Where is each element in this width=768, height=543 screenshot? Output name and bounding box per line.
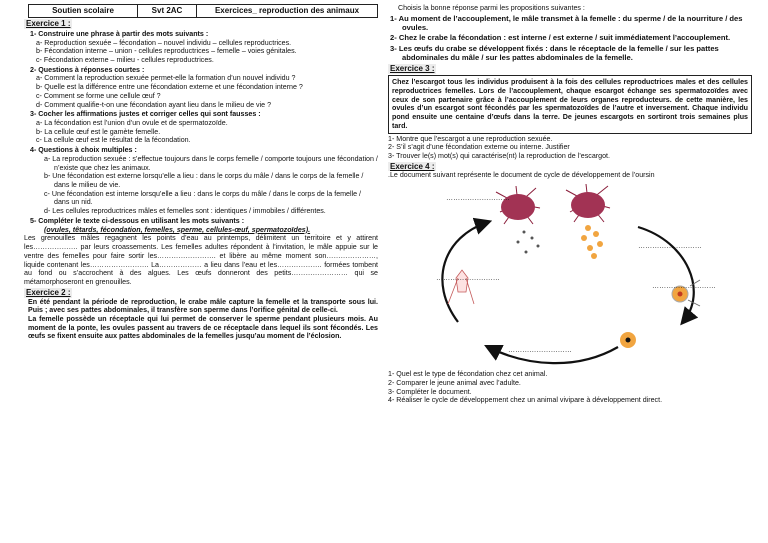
- sea-urchin-cycle-diagram: [388, 182, 752, 370]
- ex2-response-1: 1- Au moment de l’accouplement, le mâle transmet à la femelle : du sperme / de la nourriture / des ovules.: [390, 13, 743, 33]
- header-class: Svt 2AC: [138, 5, 197, 17]
- ex2-response-2: 2- Chez le crabe la fécondation : est interne / est externe / suit immédiatement l’accouplement.: [390, 33, 731, 43]
- ex1-q1-b: b- Fécondation interne – union - cellules reproductrices – femelle – voies génitales.: [36, 47, 297, 56]
- ex1-q3-a: a- La fécondation est l’union d’un ovule et de spermatozoïde.: [36, 119, 228, 128]
- ex4-question-4: 4- Réaliser le cycle de développement chez un animal vivipare à développement direct.: [388, 396, 663, 405]
- ex2-response-3: 3- Les œufs du crabe se développent fixés : dans le réceptacle de la femelle / sur les pattes abdominales du mâle / sur les pattes abdominales de la femelle.: [390, 43, 719, 63]
- diagram-blank-4: ………………………: [652, 282, 716, 291]
- ex1-q1-a: a- Reproduction sexuée – fécondation – nouvel individu – cellules reproductrices.: [36, 38, 292, 47]
- ex4-question-3: 3- Compléter le document.: [388, 387, 472, 396]
- ex1-q3-c: c- La cellule œuf est le résultat de la fécondation.: [36, 136, 191, 145]
- crab-paragraph-1: En été pendant la période de reproduction, le crabe mâle capture la femelle et la transporte sous lui. Puis ; avec ses pattes abdominales, il transfère son sperme dans l’orifice génital de celle-ci.: [28, 297, 378, 315]
- ovules-icon: [581, 225, 603, 259]
- exercise-3-title: Exercice 3 :: [390, 64, 435, 74]
- ex1-question-2: 2- Questions à réponses courtes :: [30, 65, 145, 74]
- ex3-question-3: 3- Trouver le(s) mot(s) qui caractérise(nt) la reproduction de l’escargot.: [388, 151, 610, 160]
- right-column: [388, 4, 752, 405]
- snail-text-box: Chez l’escargot tous les individus produisent à la fois des cellules reproductrices males et des cellules reproductrices femelles. Lors de l’accouplement, chaque escargot échange ses spermatozoïdes avec ceux de son partenaire grâce à l’accouplement de leurs organes reproducteurs. de cette manière, les ovules d’un escargot sont fécondés par les spermatozoïdes de l’autre et inversement. Chaque individu pond ensuite une centaine d’œufs dans la terre. De jeunes escargots en sortiront trois semaines plus tard.: [388, 75, 752, 133]
- ex1-q1-c: c- Fécondation externe – milieu - cellules reproductrices.: [36, 55, 214, 64]
- ex1-q4-b: b- Une fécondation est externe lorsqu’elle a lieu : dans le corps du mâle / dans le corps de la femelle / dans le milieu de vie.: [44, 172, 364, 190]
- left-column: [24, 4, 378, 341]
- ex4-question-2: 2- Comparer le jeune animal avec l’adulte.: [388, 378, 521, 387]
- diagram-blank-2: ………………………: [436, 274, 500, 283]
- exercise-1-title: Exercice 1 :: [26, 19, 71, 28]
- sea-urchin-adult-icon: [496, 186, 540, 224]
- ex1-q2-a: a- Comment la reproduction sexuée permet-elle la formation d’un nouvel individu ?: [36, 74, 296, 83]
- ex2-intro: Choisis la bonne réponse parmi les propositions suivantes :: [398, 4, 585, 12]
- sea-urchin-female-icon: [566, 184, 610, 222]
- ex4-question-1: 1- Quel est le type de fécondation chez cet animal.: [388, 370, 548, 379]
- header-school: Soutien scolaire: [29, 5, 138, 17]
- diagram-blank-1: ………………………: [446, 194, 510, 203]
- ex1-q3-b: b- La cellule œuf est le gamète femelle.: [36, 127, 161, 136]
- ex1-q2-c: c- Comment se forme une cellule œuf ?: [36, 91, 161, 100]
- ex1-q4-d: d- Les cellules reproductrices mâles et femelles sont : identiques / immobiles / différentes.: [44, 207, 326, 216]
- exercise-2-title: Exercice 2 :: [26, 287, 71, 297]
- header-title: Exercices_ reproduction des animaux: [214, 6, 360, 15]
- diagram-blank-3: ………………………: [638, 242, 702, 251]
- ex1-q4-c: c- Une fécondation est interne lorsqu’elle a lieu : dans le corps du mâle / dans le corps de la femelle / dans un nid.: [44, 189, 362, 207]
- ex1-q4-a: a- La reproduction sexuée : s’effectue toujours dans le corps femelle / comporte toujours une fécondation / n’existe que chez les animaux.: [44, 154, 378, 172]
- crab-paragraph-2: La femelle possède un réceptacle qui lui permet de conserver le sperme pendant plusieurs mois. Au moment de la ponte, les ovules passent au travers de ce réceptacle dans lequel ils sont fécondés. Les œufs se fixent ensuite aux pattes abdominales de la femelles jusqu’au moment de l’éclosion.: [28, 314, 378, 341]
- ex3-question-1: 1- Montre que l’escargot a une reproduction sexuée.: [388, 134, 553, 143]
- ex4-intro: .Le document suivant représente le document de cycle de développement de l’oursin: [388, 171, 655, 180]
- arrow-larva-to-adult: [442, 222, 488, 322]
- ex1-question-5: 5- Compléter le texte ci-dessous en utilisant les mots suivants :: [30, 216, 245, 225]
- sperm-cells-icon: [517, 231, 540, 254]
- header-table: [28, 4, 378, 18]
- ex1-q2-d: d- Comment qualifie-t-on une fécondation ayant lieu dans le milieu de vie ?: [36, 100, 272, 109]
- exercise-4-title: Exercice 4 :: [390, 161, 435, 171]
- frog-text: Les grenouilles mâles regagnent les points d’eau au printemps, délimitent un territoire et y attirent les………………. par leurs croassements. Les femelles adultes répondent à l’invitation, le mâle appuie sur le ventre des femelles pour faire sortir les……………………. et libère au même moment son…………………, liquide contenant les……………………. La……………… a lieu dans l’eau et les………………. formées tombent au fond ou s’accrochent à des algues. Les œufs donneront des petits…………………… qui se métamorphoseront en grenouilles.: [24, 234, 378, 286]
- embryo-icon: [620, 332, 636, 348]
- ex1-q2-b: b- Quelle est la différence entre une fécondation externe et une fécondation interne ?: [36, 83, 303, 92]
- ex3-question-2: 2- S’il s’agit d’une fécondation externe ou interne. Justifier: [388, 143, 570, 152]
- ex1-q5-words: (ovules, têtards, fécondation, femelles, sperme, cellules-œuf, spermatozoïdes).: [44, 225, 311, 234]
- ex1-question-1: 1- Construire une phrase à partir des mots suivants :: [30, 29, 209, 38]
- ex1-question-3: 3- Cocher les affirmations justes et corriger celles qui sont fausses :: [30, 110, 261, 119]
- diagram-blank-5: ………………………: [508, 346, 572, 355]
- ex1-question-4: 4- Questions à choix multiples :: [30, 146, 137, 155]
